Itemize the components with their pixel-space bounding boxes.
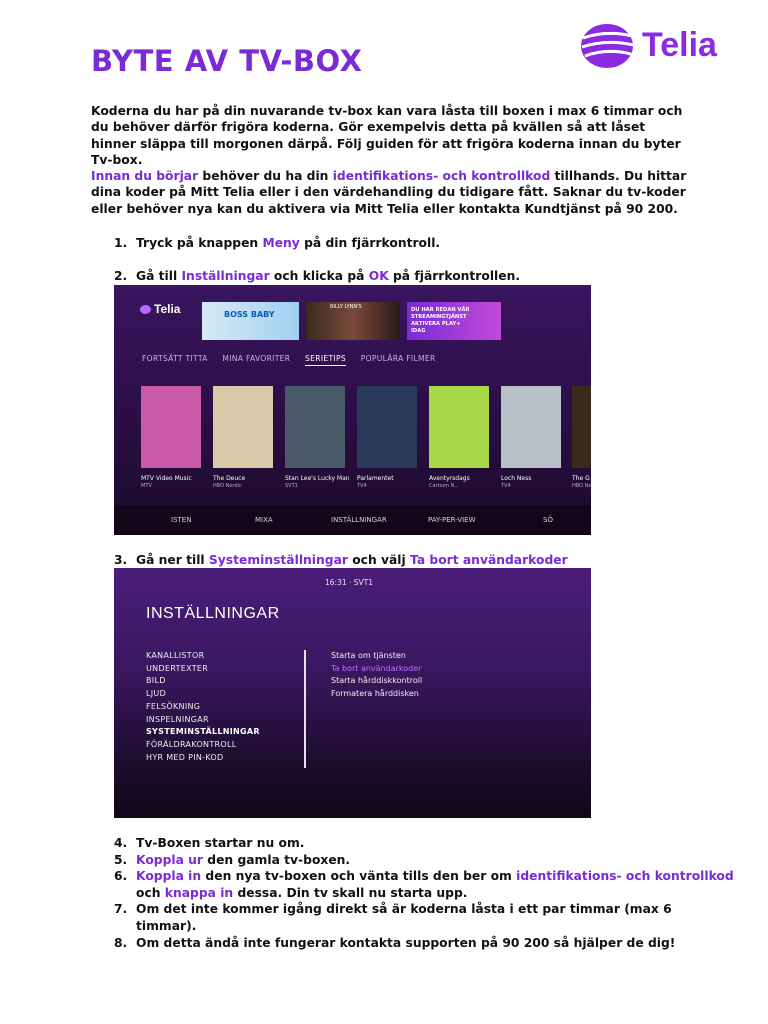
step-text: Tv-Boxen startar nu om. xyxy=(136,836,305,850)
meny-label: Meny xyxy=(262,236,300,250)
tv-menu-bar xyxy=(114,505,591,535)
telia-pebble-icon xyxy=(580,20,640,76)
banner-boss-baby xyxy=(202,302,299,340)
menu-item: INSTÄLLNINGAR xyxy=(331,516,387,524)
step-1 xyxy=(114,236,440,250)
poster-title: The G xyxy=(572,475,590,482)
poster-title: Äventyrsdags xyxy=(429,475,470,482)
step-4 xyxy=(114,835,734,852)
poster-title: Parlamentet xyxy=(357,475,394,482)
poster xyxy=(501,386,561,468)
logo-text: Telia xyxy=(642,26,717,64)
settings-item: FÖRÄLDRAKONTROLL xyxy=(146,739,237,749)
prerequisite-paragraph xyxy=(91,168,691,217)
text-fragment: Gå till xyxy=(136,269,182,283)
poster-channel: HBO Nordic xyxy=(213,483,242,489)
telia-logo xyxy=(580,20,730,76)
poster-caption xyxy=(285,475,351,489)
settings-item: INSPELNINGAR xyxy=(146,714,209,724)
settings-item-selected: SYSTEMINSTÄLLNINGAR xyxy=(146,727,260,737)
tab-serietips: SERIETIPS xyxy=(305,354,346,366)
step-text: Om detta ändå inte fungerar kontakta supporten på 90 200 så hjälper de dig! xyxy=(136,935,676,950)
poster-caption xyxy=(357,475,423,489)
koppla-ur-label: Koppla ur xyxy=(136,852,203,867)
poster-caption xyxy=(572,475,591,489)
codes-label: identifikations- och kontrollkod xyxy=(516,869,734,884)
poster xyxy=(429,386,489,468)
ok-label: OK xyxy=(368,269,389,283)
poster xyxy=(357,386,417,468)
poster-title: Stan Lee's Lucky Man xyxy=(285,475,350,482)
tv-clock: 16:31 · SVT1 xyxy=(325,578,374,587)
tab-populara-filmer: POPULÄRA FILMER xyxy=(360,354,436,363)
poster-title: Loch Ness xyxy=(501,475,532,482)
banner-text: BILLY LYNN'S xyxy=(330,304,362,310)
text-fragment: den gamla tv-boxen. xyxy=(202,852,351,867)
poster xyxy=(141,386,201,468)
poster-caption xyxy=(213,475,279,489)
tv-telia-logo xyxy=(140,302,180,316)
step-number: 4. xyxy=(114,836,128,850)
step-number: 3. xyxy=(114,553,128,567)
codes-label: identifikations- och kontrollkod xyxy=(332,169,551,183)
poster-channel: TV4 xyxy=(501,483,511,489)
text-fragment: och xyxy=(136,885,165,900)
settings-item: FELSÖKNING xyxy=(146,701,201,711)
poster-channel: Cartoon N... xyxy=(429,483,459,489)
banner-billy-lynn xyxy=(306,302,400,340)
banner-text: BOSS BABY xyxy=(224,310,275,319)
step-number: 6. xyxy=(114,869,128,884)
submenu-item: Starta om tjänsten xyxy=(331,651,406,660)
poster-caption xyxy=(141,475,207,489)
text-fragment: tillhands. Du hittar dina koder på Mitt Telia eller i den värdehandling du tidigare fått. Saknar du tv-koder eller behöver nya kan du aktivera via Mitt Telia eller kontakta Kundtjänst på 90 200. xyxy=(91,169,687,216)
submenu-item: Formatera hårddisken xyxy=(331,689,419,699)
step-8 xyxy=(114,935,734,952)
koppla-in-label: Koppla in xyxy=(136,869,202,884)
poster-channel: MTV xyxy=(141,483,152,489)
intro-paragraph: Koderna du har på din nuvarande tv-box kan vara låsta till boxen i max 6 timmar och du behöver därför frigöra koderna. Gör exempelvis detta på kvällen så att låset hinner släppa till morgonen därpå. Följ guiden för att frigöra koderna innan du byter Tv-box. xyxy=(91,104,683,168)
tab-mina-favoriter: MINA FAVORITER xyxy=(222,354,291,363)
settings-item: BILD xyxy=(146,676,166,686)
text-fragment: Gå ner till xyxy=(136,553,209,567)
step-6 xyxy=(114,868,734,901)
menu-item: PAY-PER-VIEW xyxy=(428,516,476,524)
text-fragment: på din fjärrkontroll. xyxy=(299,236,441,250)
installningar-label: Inställningar xyxy=(181,269,270,283)
step-3 xyxy=(114,553,568,567)
settings-item: LJUD xyxy=(146,689,167,699)
step-number: 2. xyxy=(114,269,128,283)
step-number: 8. xyxy=(114,935,128,950)
tab-fortsatt-titta: FORTSÄTT TITTA xyxy=(142,354,208,363)
step-7 xyxy=(114,901,734,934)
menu-item: MIXA xyxy=(255,516,273,524)
text-fragment: dessa. Din tv skall nu starta upp. xyxy=(233,885,468,900)
step-text: Om det inte kommer igång direkt så är koderna låsta i ett par timmar (max 6 timmar). xyxy=(136,902,672,933)
banner-play-plus xyxy=(407,302,501,340)
poster-channel: SVT1 xyxy=(285,483,298,489)
settings-item: HYR MED PIN-KOD xyxy=(146,752,224,762)
step-number: 1. xyxy=(114,236,128,250)
text-fragment: den nya tv-boxen och vänta tills den ber om xyxy=(201,869,517,884)
step-number: 7. xyxy=(114,902,128,917)
poster-title: The Deuce xyxy=(213,475,246,482)
settings-item: KANALLISTOR xyxy=(146,651,205,660)
telia-pebble-icon xyxy=(140,305,151,314)
banner-text: DU HAR REDAN VÅR STREAMINGTJÄNST AKTIVERA PLAY+ IDAG xyxy=(411,307,470,334)
before-start-label: Innan du börjar xyxy=(91,169,199,183)
settings-menu xyxy=(146,650,260,764)
step-2 xyxy=(114,269,520,283)
text-fragment: och klicka på xyxy=(269,269,369,283)
settings-item: UNDERTEXTER xyxy=(146,663,209,673)
tv-home-screenshot xyxy=(114,285,591,535)
step-number: 5. xyxy=(114,852,128,867)
poster xyxy=(572,386,591,468)
poster-channel: TV4 xyxy=(357,483,367,489)
tv-settings-screenshot xyxy=(114,568,591,818)
knappa-in-label: knappa in xyxy=(164,885,234,900)
submenu-item: Starta hårddiskkontroll xyxy=(331,676,423,686)
submenu-item-highlighted: Ta bort användarkoder xyxy=(331,663,422,673)
page-title: BYTE AV TV-BOX xyxy=(91,44,363,78)
poster xyxy=(285,386,345,468)
steps-list xyxy=(114,835,734,951)
poster-caption xyxy=(501,475,567,489)
menu-item: SÖ xyxy=(543,516,553,524)
text-fragment: behöver du ha din xyxy=(198,169,333,183)
text-fragment: och välj xyxy=(347,553,411,567)
systeminstallningar-label: Systeminställningar xyxy=(208,553,348,567)
poster-channel: HBO Ne xyxy=(572,483,591,489)
menu-item: ISTEN xyxy=(171,516,192,524)
tv-tabs xyxy=(142,354,448,363)
poster-caption xyxy=(429,475,495,489)
step-5 xyxy=(114,852,734,869)
poster xyxy=(213,386,273,468)
settings-title: INSTÄLLNINGAR xyxy=(146,605,280,622)
ta-bort-label: Ta bort användarkoder xyxy=(410,553,568,567)
menu-divider xyxy=(304,650,306,768)
poster-title: MTV Video Music xyxy=(141,475,192,482)
text-fragment: på fjärrkontrollen. xyxy=(388,269,521,283)
tv-logo-text: Telia xyxy=(154,302,181,316)
text-fragment: Tryck på knappen xyxy=(136,236,263,250)
system-submenu xyxy=(331,650,422,701)
